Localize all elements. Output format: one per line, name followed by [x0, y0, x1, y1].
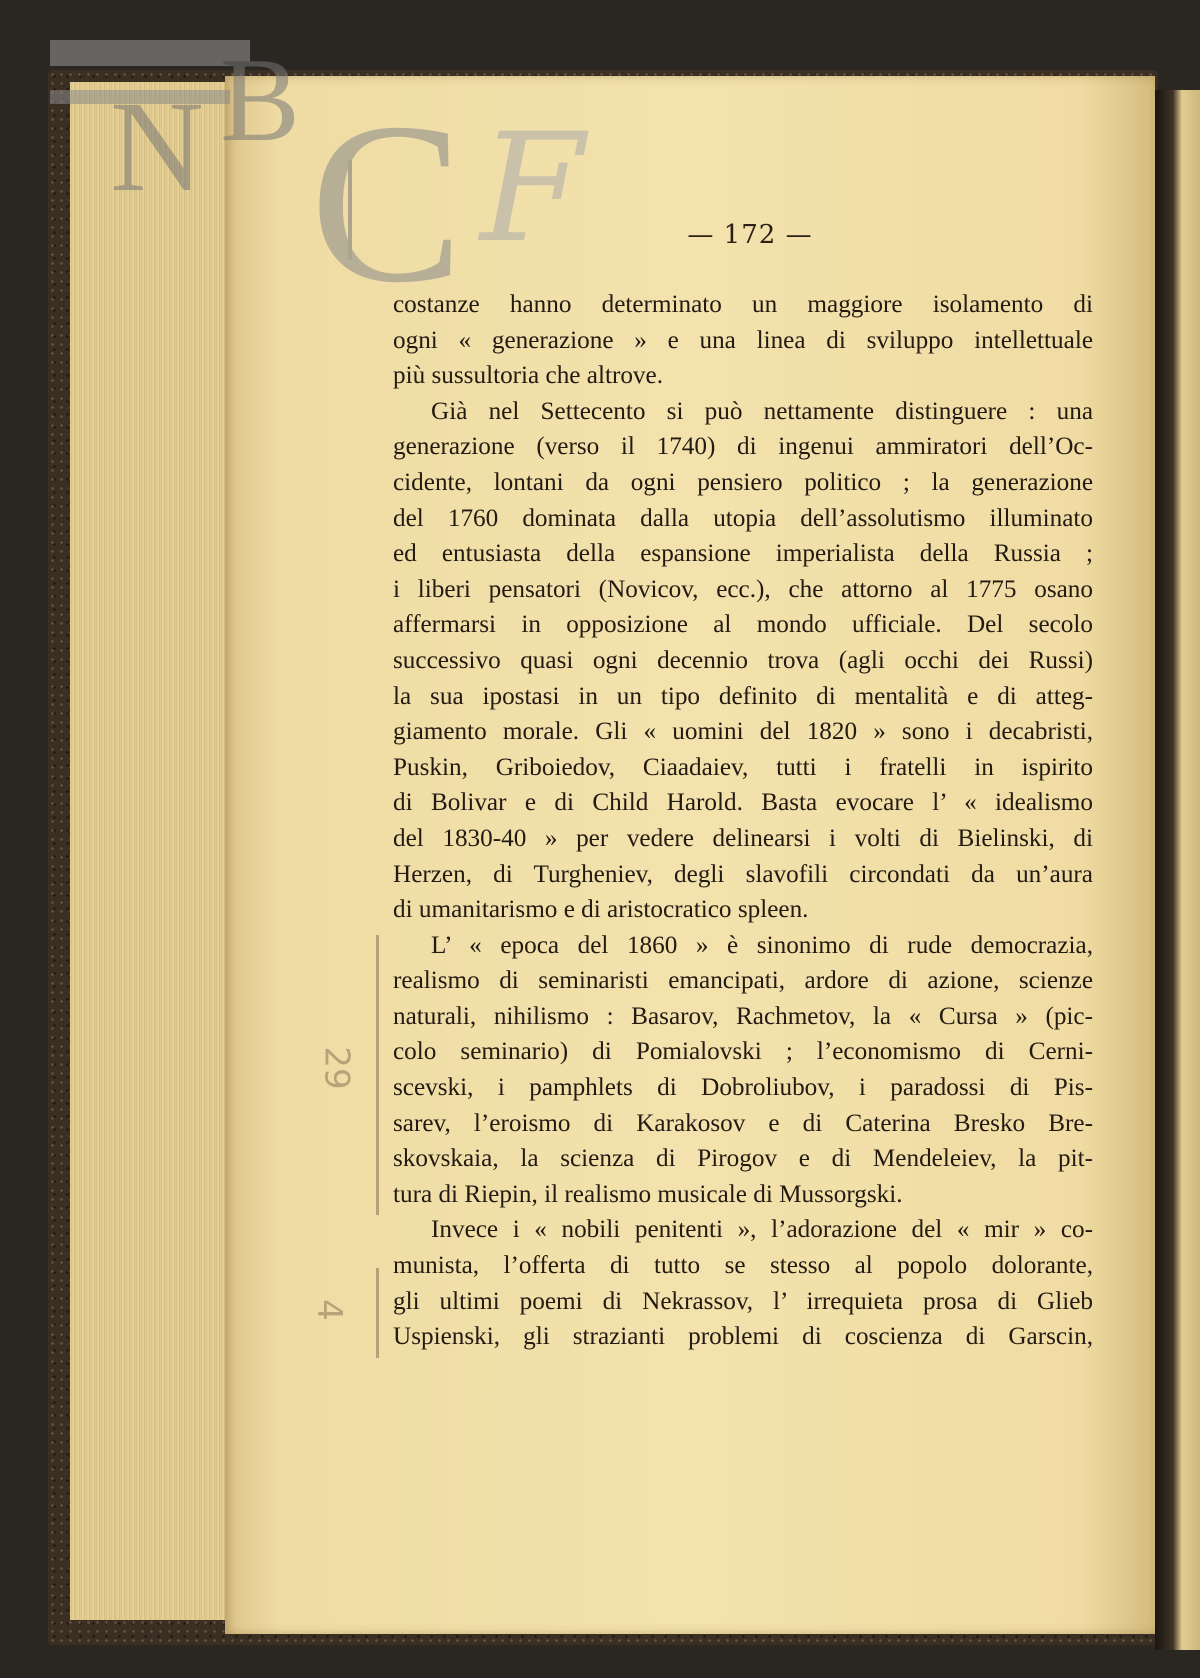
text-line: la sua ipostasi in un tipo definito di mentalità e di atteg- — [393, 682, 1093, 710]
text-line: L’ « epoca del 1860 » è sinonimo di rude democrazia, — [431, 931, 1093, 959]
margin-pencil-line — [376, 935, 379, 1215]
text-line: Già nel Settecento si può nettamente distinguere : una — [431, 397, 1093, 425]
text-line: più sussultoria che altrove. — [393, 362, 664, 390]
margin-note: 29 — [316, 1046, 357, 1090]
page-number: — 172 — — [687, 220, 813, 250]
text-line: giamento morale. Gli « uomini del 1820 » sono i decabristi, — [393, 718, 1093, 746]
text-line: scevski, i pamphlets di Dobroliubov, i paradossi di Pis- — [393, 1074, 1093, 1102]
text-line: Herzen, di Turgheniev, degli slavofili circondati da un’aura — [393, 860, 1093, 888]
svg-text:N: N — [110, 75, 204, 219]
text-line: generazione (verso il 1740) di ingenui ammiratori dell’Oc- — [393, 433, 1093, 461]
text-line: munista, l’offerta di tutto se stesso al popolo dolorante, — [393, 1252, 1093, 1280]
text-line: colo seminario) di Pomialovski ; l’economismo di Cerni- — [393, 1038, 1093, 1066]
text-line: Uspienski, gli strazianti problemi di coscienza di Garscin, — [393, 1323, 1093, 1351]
text-line: del 1830-40 » per vedere delinearsi i volti di Bielinski, di — [393, 824, 1093, 852]
library-logo-watermark — [50, 30, 710, 300]
svg-text:B: B — [220, 33, 301, 166]
text-line: ogni « generazione » e una linea di sviluppo intellettuale — [393, 326, 1093, 354]
body-text — [393, 287, 1093, 1355]
margin-note: 4 — [308, 1299, 349, 1321]
text-line: tura di Riepin, il realismo musicale di Mussorgski. — [393, 1180, 903, 1208]
margin-pencil-line — [376, 1268, 379, 1358]
page-edges — [70, 82, 230, 1620]
text-line: i liberi pensatori (Novicov, ecc.), che attorno al 1775 osano — [393, 575, 1093, 603]
svg-text:C: C — [310, 75, 464, 300]
text-line: del 1760 dominata dalla utopia dell’assolutismo illuminato — [393, 504, 1093, 532]
text-line: skovskaia, la scienza di Pirogov e di Mendeleiev, la pit- — [393, 1145, 1093, 1173]
text-line: gli ultimi poemi di Nekrassov, l’ irrequieta prosa di Glieb — [393, 1287, 1093, 1315]
text-line: naturali, nihilismo : Basarov, Rachmetov, la « Cursa » (pic- — [393, 1002, 1093, 1030]
text-line: successivo quasi ogni decennio trova (agli occhi dei Russi) — [393, 646, 1093, 674]
text-line: di umanitarismo e di aristocratico spleen. — [393, 896, 809, 924]
text-line: sarev, l’eroismo di Karakosov e di Caterina Bresko Bre- — [393, 1109, 1093, 1137]
text-line: ed entusiasta della espansione imperialista della Russia ; — [393, 540, 1093, 568]
text-line: Puskin, Griboiedov, Ciaadaiev, tutti i fratelli in ispirito — [393, 753, 1093, 781]
text-line: realismo di seminaristi emancipati, ardore di azione, scienze — [393, 967, 1093, 995]
text-line: affermarsi in opposizione al mondo ufficiale. Del secolo — [393, 611, 1093, 639]
text-line: cidente, lontani da ogni pensiero politico ; la generazione — [393, 468, 1093, 496]
text-line: Invece i « nobili penitenti », l’adorazione del « mir » co- — [431, 1216, 1093, 1244]
svg-text:F: F — [480, 102, 585, 276]
text-line: di Bolivar e di Child Harold. Basta evocare l’ « idealismo — [393, 789, 1093, 817]
right-cover-edge — [1155, 90, 1200, 1650]
text-line: costanze hanno determinato un maggiore isolamento di — [393, 291, 1093, 318]
